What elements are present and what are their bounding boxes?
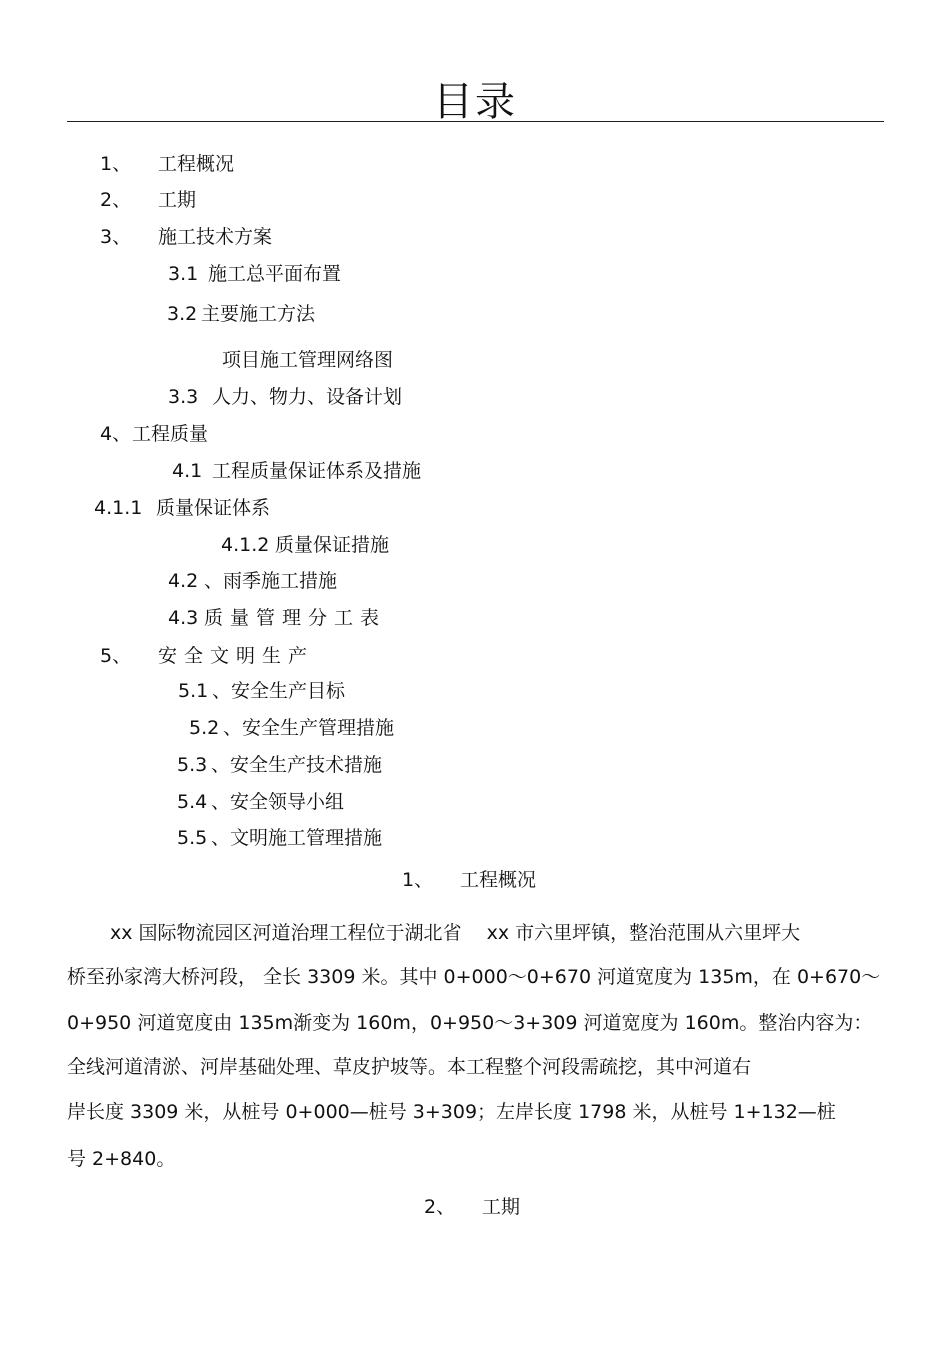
toc-item-number: 5.5 xyxy=(177,827,208,849)
toc-item-label: 工程质量保证体系及措施 xyxy=(212,460,422,482)
toc-item-network-chart xyxy=(222,348,393,372)
toc-item-label: 人力、物力、设备计划 xyxy=(212,386,403,408)
toc-item-label: 、雨季施工措施 xyxy=(204,570,338,592)
toc-item-4 xyxy=(100,422,208,446)
toc-item-number: 5.1 xyxy=(178,680,209,702)
toc-item-5-3 xyxy=(177,753,382,777)
toc-item-1 xyxy=(100,152,234,176)
title-underline xyxy=(67,121,884,122)
toc-item-label: 工程概况 xyxy=(158,153,235,175)
toc-item-5-4 xyxy=(177,790,344,814)
toc-item-3-2 xyxy=(167,302,315,326)
toc-item-label: 施工技术方案 xyxy=(158,226,273,248)
toc-item-label: 项目施工管理网络图 xyxy=(222,349,394,371)
toc-item-4-1-1 xyxy=(94,496,270,520)
toc-item-5-1 xyxy=(178,679,345,703)
paragraph-line: 号 2+840。 xyxy=(67,1148,176,1170)
toc-item-number: 4.1.1 xyxy=(94,497,143,519)
toc-item-4-1-2 xyxy=(221,533,389,557)
section-1-heading xyxy=(402,868,536,892)
toc-item-label: 质量管理分工表 xyxy=(204,607,387,629)
paragraph-line: 全线河道清淤、河岸基础处理、草皮护坡等。本工程整个河段需疏挖，其中河道右 xyxy=(67,1056,752,1078)
section-title: 工程概况 xyxy=(460,869,537,891)
toc-item-2 xyxy=(100,188,196,212)
toc-item-3-3 xyxy=(168,385,402,409)
toc-item-3 xyxy=(100,225,272,249)
toc-item-4-1 xyxy=(172,459,421,483)
section-number: 1、 xyxy=(402,869,434,891)
toc-item-number: 3.1 xyxy=(168,263,199,285)
toc-item-label: 工程质量 xyxy=(132,423,209,445)
toc-item-number: 3.2 xyxy=(167,303,198,325)
toc-item-label: 质量保证措施 xyxy=(275,534,390,556)
toc-item-number: 3.3 xyxy=(168,386,199,408)
toc-item-number: 4.1 xyxy=(172,460,203,482)
paragraph-line: 岸长度 3309 米，从桩号 0+000—桩号 3+309；左岸长度 1798 米，从桩号 1+132—桩 xyxy=(67,1101,836,1123)
toc-item-label: 工期 xyxy=(158,189,197,211)
toc-item-number: 5、 xyxy=(100,645,132,667)
toc-item-number: 2、 xyxy=(100,189,132,211)
toc-title: 目录 xyxy=(433,79,517,125)
toc-item-number: 4、 xyxy=(100,423,132,445)
toc-item-number: 5.4 xyxy=(177,791,208,813)
toc-item-4-2 xyxy=(168,569,337,593)
paragraph-line: 桥至孙家湾大桥河段， 全长 3309 米。其中 0+000～0+670 河道宽度为 135m，在 0+670～ xyxy=(67,966,881,988)
toc-item-label: 、文明施工管理措施 xyxy=(211,827,383,849)
section-number: 2、 xyxy=(424,1196,456,1218)
paragraph-line: 0+950 河道宽度由 135m渐变为 160m，0+950～3+309 河道宽度为 160m。整治内容为： xyxy=(67,1012,873,1034)
toc-item-number: 4.1.2 xyxy=(221,534,270,556)
toc-item-5-5 xyxy=(177,826,382,850)
toc-item-label: 、安全生产目标 xyxy=(212,680,346,702)
toc-item-label: 安全文明生产 xyxy=(158,645,315,667)
toc-item-4-3 xyxy=(168,606,386,630)
toc-item-number: 4.2 xyxy=(168,570,199,592)
toc-item-label: 施工总平面布置 xyxy=(208,263,342,285)
toc-item-label: 质量保证体系 xyxy=(156,497,271,519)
toc-item-3-1 xyxy=(168,262,341,286)
toc-item-number: 5.3 xyxy=(177,754,208,776)
toc-item-label: 、安全领导小组 xyxy=(211,791,345,813)
toc-item-5 xyxy=(100,644,314,668)
toc-item-number: 5.2 xyxy=(189,717,220,739)
toc-item-number: 4.3 xyxy=(168,607,199,629)
section-2-heading xyxy=(424,1195,520,1219)
toc-item-label: 、安全生产管理措施 xyxy=(223,717,395,739)
toc-item-5-2 xyxy=(189,716,394,740)
toc-item-label: 、安全生产技术措施 xyxy=(211,754,383,776)
toc-item-label: 主要施工方法 xyxy=(201,303,316,325)
paragraph-line: xx 国际物流园区河道治理工程位于湖北省 xx 市六里坪镇，整治范围从六里坪大 xyxy=(110,922,801,944)
toc-item-number: 1、 xyxy=(100,153,132,175)
toc-item-number: 3、 xyxy=(100,226,132,248)
section-title: 工期 xyxy=(482,1196,521,1218)
